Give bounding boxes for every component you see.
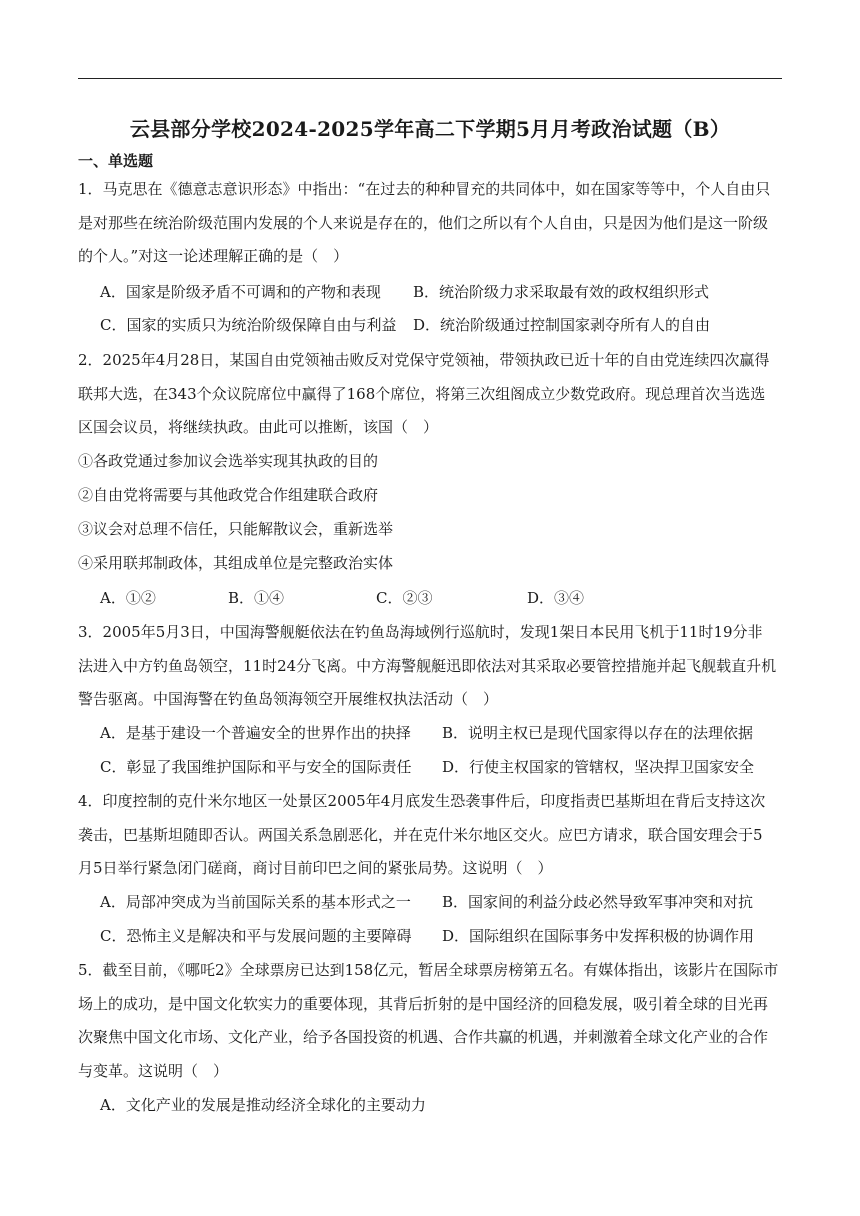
question-5-line-2: 场上的成功，是中国文化软实力的重要体现，其背后折射的是中国经济的回稳发展，吸引着全球的目光再 (78, 995, 769, 1013)
question-2-line-2: 联邦大选，在343个众议院席位中赢得了168个席位，将第三次组阁成立少数党政府。现总理首次当选选 (78, 385, 766, 403)
section-heading: 一、单选题 (78, 152, 154, 170)
question-2-statement-2: ②自由党将需要与其他政党合作组建联合政府 (78, 486, 379, 504)
question-4-line-3: 月5日举行紧急闭门磋商，商讨目前印巴之间的紧张局势。这说明（ ） (78, 859, 553, 877)
question-5-line-3: 次聚焦中国文化市场、文化产业，给予各国投资的机遇、合作共赢的机遇，并刺激着全球文化产业的合作 (78, 1028, 769, 1046)
question-1-line-2: 是对那些在统治阶级范围内发展的个人来说是存在的，他们之所以有个人自由，只是因为他们是这一阶级 (78, 214, 769, 232)
question-2-option-a: A．①② (100, 589, 156, 607)
question-2-statement-1: ①各政党通过参加议会选举实现其执政的目的 (78, 452, 379, 470)
question-4-option-a: A．局部冲突成为当前国际关系的基本形式之一 (100, 893, 411, 911)
header-rule (78, 78, 782, 79)
question-4-option-d: D．国际组织在国际事务中发挥积极的协调作用 (442, 927, 755, 945)
question-2-line-1: 2．2025年4月28日，某国自由党领袖击败反对党保守党领袖，带领执政已近十年的自由党连续四次赢得 (78, 351, 770, 369)
question-2-statement-4: ④采用联邦制政体，其组成单位是完整政治实体 (78, 554, 394, 572)
question-2-statement-3: ③议会对总理不信任，只能解散议会，重新选举 (78, 520, 394, 538)
question-1-option-a: A．国家是阶级矛盾不可调和的产物和表现 (100, 283, 381, 301)
question-3-line-2: 法进入中方钓鱼岛领空，11时24分飞离。中方海警舰艇迅即依法对其采取必要管控措施并起飞舰载直升机 (78, 657, 777, 675)
question-3-line-1: 3．2005年5月3日，中国海警舰艇依法在钓鱼岛海域例行巡航时，发现1架日本民用飞机于11时19分非 (78, 623, 763, 641)
question-4-option-b: B．国家间的利益分歧必然导致军事冲突和对抗 (442, 893, 754, 911)
question-1-option-c: C．国家的实质只为统治阶级保障自由与利益 (100, 316, 397, 334)
question-2-option-c: C．②③ (376, 589, 433, 607)
question-4-line-2: 袭击，巴基斯坦随即否认。两国关系急剧恶化，并在克什米尔地区交火。应巴方请求，联合国安理会于5 (78, 826, 763, 844)
question-1-option-d: D．统治阶级通过控制国家剥夺所有人的自由 (413, 316, 711, 334)
question-4-line-1: 4．印度控制的克什米尔地区一处景区2005年4月底发生恐袭事件后，印度指责巴基斯坦在背后支持这次 (78, 792, 766, 810)
question-2-option-b: B．①④ (228, 589, 285, 607)
question-2-option-d: D．③④ (527, 589, 585, 607)
question-3-option-a: A．是基于建设一个普遍安全的世界作出的抉择 (100, 724, 411, 742)
page-title: 云县部分学校2024-2025学年高二下学期5月月考政治试题（B） (129, 117, 731, 141)
question-3-option-c: C．彰显了我国维护国际和平与安全的国际责任 (100, 758, 412, 776)
question-3-option-d: D．行使主权国家的管辖权，坚决捍卫国家安全 (442, 758, 755, 776)
question-5-line-1: 5．截至目前，《哪吒2》全球票房已达到158亿元，暂居全球票房榜第五名。有媒体指出，该影片在国际市 (78, 961, 779, 979)
question-1-option-b: B．统治阶级力求采取最有效的政权组织形式 (413, 283, 710, 301)
question-2-line-3: 区国会议员，将继续执政。由此可以推断，该国（ ） (78, 418, 439, 436)
question-5-line-4: 与变革。这说明（ ） (78, 1062, 229, 1080)
question-1-line-1: 1．马克思在《德意志意识形态》中指出：“在过去的种种冒充的共同体中，如在国家等等中，个人自由只 (78, 180, 771, 198)
question-3-option-b: B．说明主权已是现代国家得以存在的法理依据 (442, 724, 754, 742)
question-4-option-c: C．恐怖主义是解决和平与发展问题的主要障碍 (100, 927, 412, 945)
question-1-line-3: 的个人。”对这一论述理解正确的是（ ） (78, 247, 349, 265)
question-5-option-a: A．文化产业的发展是推动经济全球化的主要动力 (100, 1096, 426, 1114)
question-3-line-3: 警告驱离。中国海警在钓鱼岛领海领空开展维权执法活动（ ） (78, 690, 499, 708)
